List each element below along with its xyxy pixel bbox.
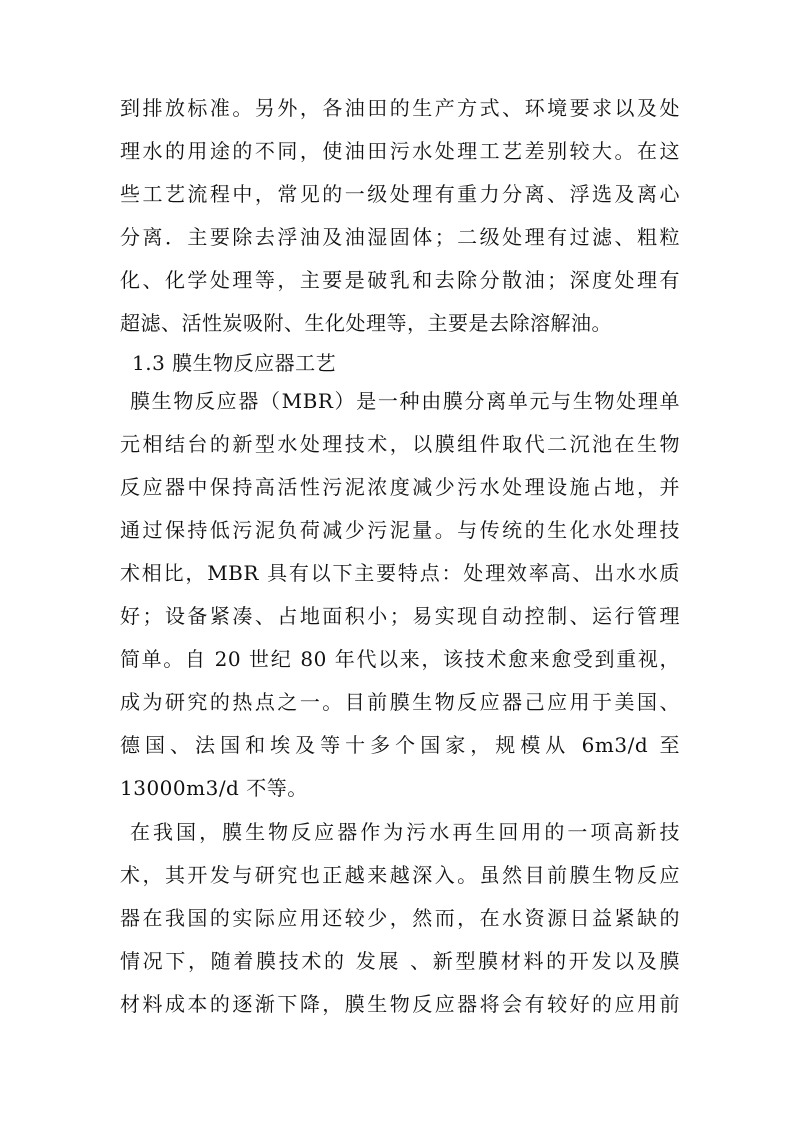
paragraph-2-line-10: 13000m3/d 不等。	[120, 776, 308, 800]
paragraph-1-line-5: 化、化学处理等，主要是破乳和去除分散油；深度处理有	[120, 268, 680, 292]
paragraph-2-line-6: 好；设备紧凑、占地面积小；易实现自动控制、运行管理	[120, 604, 680, 628]
paragraph-2-line-2: 元相结台的新型水处理技术，以膜组件取代二沉池在生物	[120, 432, 680, 456]
paragraph-2-line-3: 反应器中保持高活性污泥浓度减少污水处理设施占地，并	[120, 475, 680, 499]
paragraph-1-line-4: 分离．主要除去浮油及油湿固体；二级处理有过滤、粗粒	[120, 225, 680, 249]
paragraph-2-line-1: 膜生物反应器（MBR）是一种由膜分离单元与生物处理单	[130, 389, 680, 413]
paragraph-2-line-8: 成为研究的热点之一。目前膜生物反应器己应用于美国、	[120, 690, 680, 714]
paragraph-3-line-4: 情况下，随着膜技术的 发展 、新型膜材料的开发以及膜	[120, 949, 680, 973]
paragraph-1-line-6: 超滤、活性炭吸附、生化处理等，主要是去除溶解油。	[120, 311, 612, 335]
paragraph-2-line-9: 德国、法国和埃及等十多个国家，规模从 6m3/d 至	[120, 733, 680, 757]
paragraph-1-line-2: 理水的用途的不同，使油田污水处理工艺差别较大。在这	[120, 139, 680, 163]
paragraph-3-line-5: 材料成本的逐渐下降，膜生物反应器将会有较好的应用前	[120, 992, 680, 1016]
paragraph-1-line-3: 些工艺流程中，常见的一级处理有重力分离、浮选及离心	[120, 182, 680, 206]
paragraph-1-line-1: 到排放标准。另外，各油田的生产方式、环境要求以及处	[120, 96, 680, 120]
paragraph-2-line-7: 简单。自 20 世纪 80 年代以来，该技术愈来愈受到重视，	[120, 647, 680, 671]
section-heading: 1.3 膜生物反应器工艺	[132, 351, 337, 375]
paragraph-3-line-3: 器在我国的实际应用还较少，然而，在水资源日益紧缺的	[120, 906, 680, 930]
paragraph-3-line-2: 术，其开发与研究也正越来越深入。虽然目前膜生物反应	[120, 863, 680, 887]
paragraph-2-line-5: 术相比，MBR 具有以下主要特点：处理效率高、出水水质	[120, 561, 680, 585]
paragraph-2-line-4: 通过保持低污泥负荷减少污泥量。与传统的生化水处理技	[120, 518, 680, 542]
paragraph-3-line-1: 在我国，膜生物反应器作为污水再生回用的一项高新技	[130, 820, 680, 844]
